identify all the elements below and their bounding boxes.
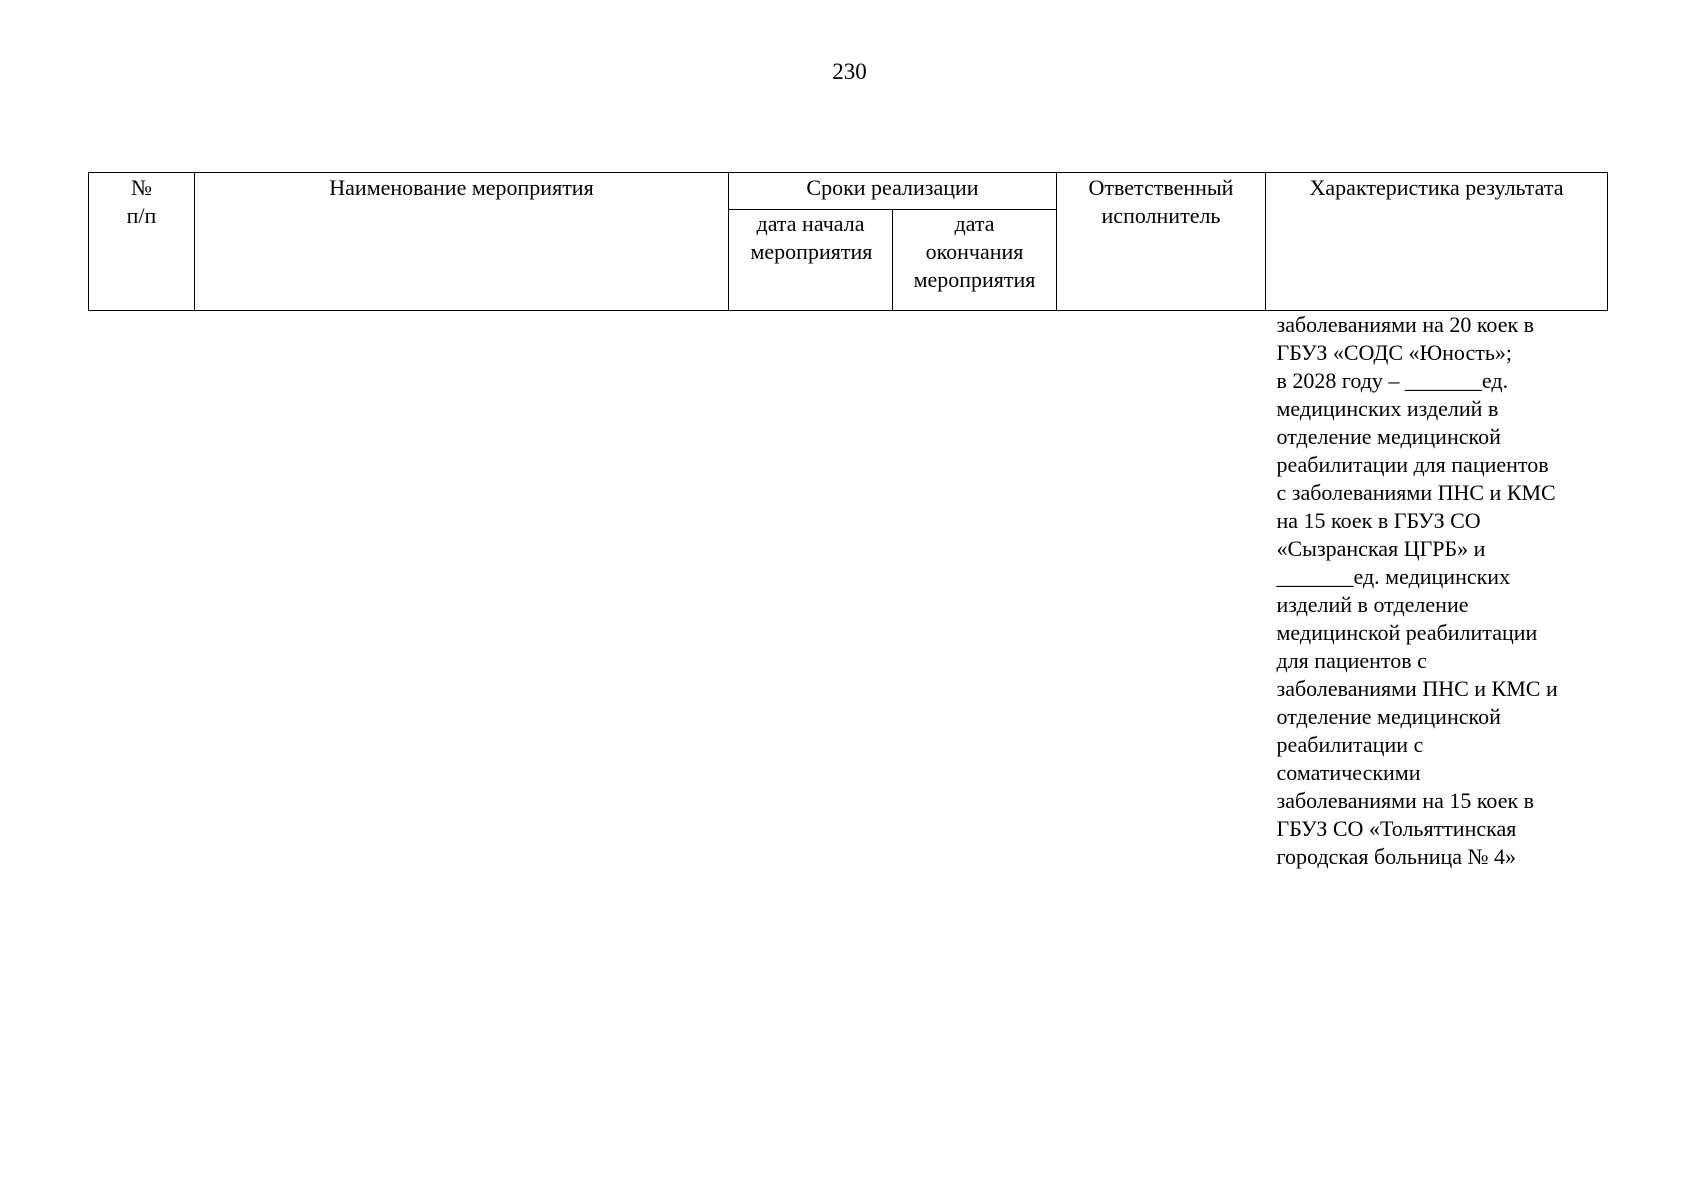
result-text: заболеваниями на 20 коек в ГБУЗ «СОДС «Юность»; в 2028 году – _______ед. медицинских изделий в отделение медицинской реабилитации для пациентов с заболеваниями ПНС и КМС на 15 коек в ГБУЗ СО «Сызранская ЦГРБ» и _______ед. медицинских изделий в отделение медицинской реабилитации для пациентов с заболеваниями ПНС и КМС и отделение медицинской реабилитации с соматическими заболеваниями на 15 коек в ГБУЗ СО «Тольяттинская городская больница № 4» (1276, 312, 1558, 869)
header-number (89, 173, 195, 311)
header-measure-name: Наименование мероприятия (195, 173, 729, 311)
measures-table (88, 172, 1608, 871)
cell-result (1266, 311, 1608, 872)
cell-number (89, 311, 195, 872)
header-end-date-label: дата окончания мероприятия (913, 211, 1036, 292)
header-end-date (893, 210, 1057, 311)
cell-start-date (729, 311, 893, 872)
header-number-label: № п/п (126, 175, 157, 228)
header-start-date-label: дата начала мероприятия (750, 211, 873, 264)
table-row (89, 311, 1608, 872)
header-result: Характеристика результата (1266, 173, 1608, 311)
header-start-date (729, 210, 893, 311)
cell-end-date (893, 311, 1057, 872)
header-executor: Ответственный исполнитель (1057, 173, 1266, 311)
cell-executor (1057, 311, 1266, 872)
table-header (89, 173, 1608, 311)
page-number: 230 (832, 59, 867, 84)
cell-measure-name (195, 311, 729, 872)
header-terms: Сроки реализации (729, 173, 1057, 210)
